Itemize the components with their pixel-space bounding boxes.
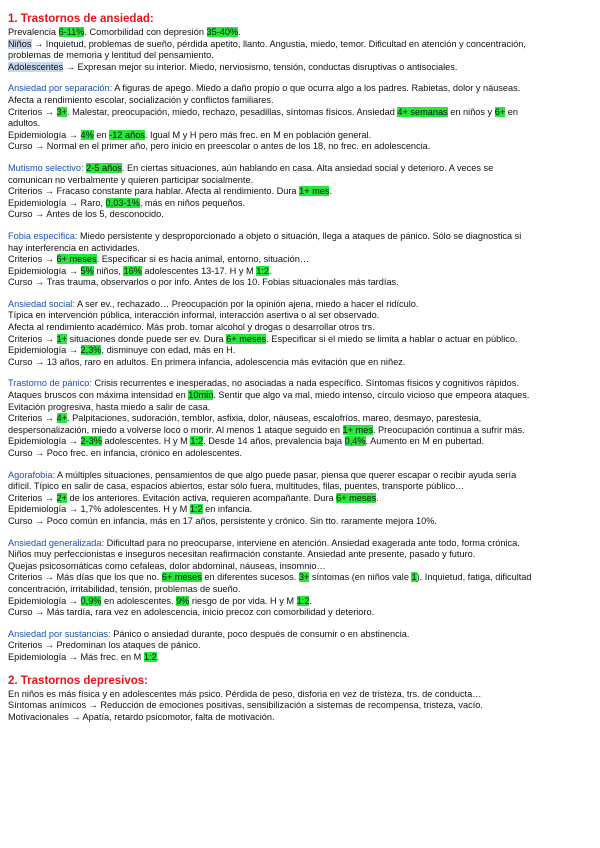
highlighted-value: 0,9% <box>80 595 102 606</box>
text-line <box>8 357 592 369</box>
text-line <box>8 334 592 346</box>
highlighted-value: 6+ meses <box>336 492 377 503</box>
disorder-heading: Ansiedad por sustancias: <box>8 628 111 639</box>
text-run: Epidemiología → <box>8 265 81 276</box>
text-line <box>8 584 592 596</box>
text-line <box>8 448 592 460</box>
highlighted-value: 2,3% <box>80 345 102 356</box>
highlighted-value: 2+ <box>56 492 67 503</box>
text-line <box>8 39 592 51</box>
highlighted-value: 1:2 <box>296 595 310 606</box>
text-line <box>8 700 592 712</box>
highlighted-value: 1:2 <box>190 436 204 447</box>
highlighted-value: 2-5 años <box>86 162 122 173</box>
text-run: Curso → 13 años, raro en adultos. En primera infancia, adolescencia más evitación que en niñez. <box>8 356 406 367</box>
highlighted-value: 1+ mes <box>299 186 330 197</box>
highlighted-term: Adolescentes <box>8 61 64 72</box>
text-run: ). Inquietud, fatiga, dificultad <box>416 572 532 583</box>
text-line <box>8 118 592 130</box>
text-line <box>8 186 592 198</box>
text-run: Pánico o ansiedad durante, poco después de consumir o en abstinencia. <box>110 628 410 639</box>
text-run: situaciones donde puede ser ev. Dura <box>66 333 227 344</box>
text-line <box>8 689 592 701</box>
text-run: comunican no verbalmente y quieren participar socialmente. <box>8 174 254 185</box>
text-run: Criterios → Predominan los ataques de pánico. <box>8 640 201 651</box>
text-line <box>8 629 592 641</box>
text-run: . Sentir que algo va mal, miedo intenso, círculo vicioso que empeora ataques. <box>213 390 530 401</box>
text-run: . <box>156 651 160 662</box>
text-run: Síntomas anímicos → Reducción de emociones positivas, sensibilización a sistemas de recompensa, tristeza, vacío. <box>8 700 483 711</box>
text-line <box>8 561 592 573</box>
highlighted-value: 1 <box>411 572 417 583</box>
text-run: Criterios → <box>8 413 57 424</box>
text-line <box>8 549 592 561</box>
text-run: . <box>309 595 312 606</box>
text-run: niños, <box>93 265 124 276</box>
text-run: en <box>505 106 518 117</box>
text-line <box>8 299 592 311</box>
highlighted-value: 5% <box>80 265 94 276</box>
text-run: Curso → Poco común en infancia, más en 17 años, persistente y crónico. Sin tto. raramente mejora 10%. <box>8 515 437 526</box>
text-run: síntomas (en niños vale <box>309 572 412 583</box>
text-run: . Malestar, preocupación, miedo, rechazo, pesadillas, síntomas físicos. Ansiedad <box>66 106 398 117</box>
section-title: 2. Trastornos depresivos: <box>8 674 148 687</box>
highlighted-value: 6+ meses <box>226 333 267 344</box>
highlighted-term: Niños <box>8 38 32 49</box>
text-line <box>8 345 592 357</box>
text-run: riesgo de por vida. H y M <box>189 595 297 606</box>
text-line <box>8 652 592 664</box>
text-run: Epidemiología → <box>8 129 81 140</box>
paragraph-block <box>8 470 592 528</box>
highlighted-value: 16% <box>123 265 142 276</box>
highlighted-value: 3+ <box>298 572 310 583</box>
text-run: . Palpitaciones, sudoración, temblor, asfixia, dolor, náuseas, escalofríos, mareo, desmayo, parestesia, <box>66 413 482 424</box>
text-line <box>8 27 592 39</box>
text-line <box>8 50 592 62</box>
text-run: A figuras de apego. Miedo a daño propio o que ocurra algo a los padres. Rabietas, dolor y náuseas. <box>112 83 521 94</box>
text-run: Criterios → <box>8 254 57 265</box>
text-line <box>8 175 592 187</box>
text-line <box>8 413 592 425</box>
text-run: → Inquietud, problemas de sueño, pérdida apetito, llanto. Angustia, miedo, temor. Dificultad en atención y concentración, <box>31 38 526 49</box>
text-line <box>8 243 592 255</box>
text-run: Curso → Poco frec. en infancia, crónico en adolescentes. <box>8 448 242 458</box>
highlighted-value: 1:2 <box>189 504 203 515</box>
text-line <box>8 640 592 652</box>
text-run: en <box>93 129 110 140</box>
text-run: Epidemiología → 1,7% adolescentes. H y M <box>8 504 190 515</box>
section <box>8 674 592 724</box>
text-line <box>8 572 592 584</box>
text-line <box>8 712 592 724</box>
text-line <box>8 254 592 266</box>
text-run: Quejas psicosomáticas como cefaleas, dolor abdominal, náuseas, insomnio… <box>8 560 326 571</box>
highlighted-value: 6+ meses <box>56 254 97 265</box>
text-run: Curso → Normal en el primer año, pero inicio en preescolar o antes de los 18, no frec. en adolescencia. <box>8 141 431 152</box>
highlighted-value: 10min <box>188 390 214 401</box>
text-line <box>8 596 592 608</box>
section-title: 1. Trastornos de ansiedad: <box>8 13 154 25</box>
paragraph-block <box>8 378 592 459</box>
text-line <box>8 141 592 153</box>
text-run: Epidemiología → <box>8 436 81 447</box>
text-run: Curso → Antes de los 5, desconocido. <box>8 209 164 220</box>
paragraph-block <box>8 538 592 619</box>
highlighted-value: 1:2 <box>256 265 270 276</box>
text-run: Criterios → Fracaso constante para hablar. Afecta al rendimiento. Dura <box>8 186 300 197</box>
disorder-heading: Agorafobia: <box>8 469 55 480</box>
text-run: . Preocupación continua a sufrir más. <box>372 424 525 435</box>
text-run: Niños muy perfeccionistas e inseguros necesitan reafirmación constante. Ansiedad ante presente, pasado y futuro. <box>8 549 476 560</box>
paragraph-block <box>8 231 592 289</box>
text-line <box>8 277 592 289</box>
text-run: Criterios → <box>8 106 57 117</box>
text-run: En niños es más física y en adolescentes más psico. Pérdida de peso, disforia en vez de tristeza, trs. de conducta… <box>8 688 482 699</box>
text-run: Criterios → Más días que los que no. <box>8 572 162 583</box>
highlighted-value: 3+ <box>56 106 67 117</box>
text-line <box>8 378 592 390</box>
text-run: . Especificar si es hacia animal, entorno, situación… <box>96 254 310 265</box>
text-run: . <box>376 492 379 503</box>
text-line <box>8 62 592 74</box>
disorder-heading: Fobia específica: <box>8 230 78 241</box>
highlighted-value: 1:2 <box>143 651 157 662</box>
text-line <box>8 209 592 221</box>
text-run: Prevalencia <box>8 27 59 37</box>
text-run: problemas de memoria y lentitud del pensamiento. <box>8 50 214 61</box>
text-line <box>8 493 592 505</box>
text-line <box>8 402 592 414</box>
text-run: Evitación progresiva, hasta miedo a salir de casa. <box>8 401 211 412</box>
text-run: Curso → Tras trauma, observarlos o por info. Antes de los 10. Fobias situacionales más tardías. <box>8 277 399 288</box>
text-run: adolescentes. H y M <box>101 436 191 447</box>
text-line <box>8 107 592 119</box>
text-run: . <box>238 27 241 37</box>
text-run: Afecta a rendimiento escolar, socialización y conflictos familiares. <box>8 94 274 105</box>
text-run: Motivacionales → Apatía, retardo psicomotor, falta de motivación. <box>8 711 275 722</box>
text-line <box>8 310 592 322</box>
text-run: . Especificar si el miedo se limita a hablar o actuar en público. <box>266 333 518 344</box>
text-run: en adolescentes. <box>101 595 177 606</box>
text-run: Epidemiología → <box>8 345 81 356</box>
text-run: A ser ev., rechazado… Preocupación por la opinión ajena, miedo a hacer el ridículo. <box>74 298 419 309</box>
disorder-heading: Ansiedad social: <box>8 298 75 309</box>
text-line <box>8 470 592 482</box>
text-line <box>8 425 592 437</box>
text-line <box>8 322 592 334</box>
text-run: en niños y <box>447 106 495 117</box>
paragraph-block <box>8 689 592 724</box>
disorder-heading: Mutismo selectivo: <box>8 162 84 173</box>
text-line <box>8 390 592 402</box>
text-run: → Expresan mejor su interior. Miedo, nerviosismo, tensión, conductas disruptivas o antisociales. <box>63 61 458 72</box>
text-run: Epidemiología → <box>8 595 81 606</box>
highlighted-value: 0,4% <box>344 436 366 447</box>
text-run: difícil. Típico en salir de casa, espacios abiertos, estar sólo fuera, multitudes, filas, puentes, transporte público… <box>8 481 465 492</box>
text-line <box>8 607 592 619</box>
paragraph-block <box>8 163 592 221</box>
highlighted-value: 4+ semanas <box>397 106 448 117</box>
text-line <box>8 163 592 175</box>
text-run: . Desde 14 años, prevalencia baja <box>203 436 345 447</box>
text-line <box>8 198 592 210</box>
text-run: Epidemiología → Raro, <box>8 197 106 208</box>
text-run: adultos. <box>8 118 41 129</box>
disorder-heading: Ansiedad por separación: <box>8 83 113 94</box>
text-run: Típica en intervención pública, interacción informal, interacción asertiva o al ser observado. <box>8 310 380 321</box>
text-line <box>8 130 592 142</box>
text-run: . Aumento en M en pubertad. <box>365 436 485 447</box>
text-run: Epidemiología → Más frec. en M <box>8 651 144 662</box>
text-run: Miedo persistente y desproporcionado a objeto o situación, llega a ataques de pánico. Sólo se diagnostica si <box>77 230 522 241</box>
text-run: en infancia. <box>202 504 253 515</box>
paragraph-block <box>8 83 592 153</box>
highlighted-value: 9% <box>176 595 190 606</box>
text-run: en diferentes sucesos. <box>201 572 299 583</box>
text-run: hay interferencia en actividades. <box>8 242 140 253</box>
text-line <box>8 266 592 278</box>
text-run: Afecta al rendimiento académico. Más prob. tomar alcohol y drogas o desarrollar otros trs. <box>8 322 375 333</box>
highlighted-value: 0,03-1% <box>105 197 140 208</box>
text-line <box>8 516 592 528</box>
text-run: Dificultad para no preocuparse, interviene en atención. Ansiedad exagerada ante todo, forma crónica. <box>104 537 520 548</box>
text-line <box>8 231 592 243</box>
paragraph-block <box>8 299 592 369</box>
text-run: adolescentes 13-17. H y M <box>141 265 257 276</box>
text-run: Ataques bruscos con máxima intensidad en <box>8 390 189 401</box>
highlighted-value: 6-11% <box>58 27 85 37</box>
paragraph-block <box>8 629 592 664</box>
text-run: . En ciertas situaciones, aún hablando en casa. Alta ansiedad social y deterioro. A veces se <box>121 162 494 173</box>
text-line <box>8 436 592 448</box>
text-line <box>8 481 592 493</box>
text-run: Curso → Más tardía, rara vez en adolescencia, inicio precoz con comorbilidad y deterioro. <box>8 607 375 618</box>
text-run: , más en niños pequeños. <box>139 197 245 208</box>
highlighted-value: 6+ <box>494 106 506 117</box>
highlighted-value: 35-40% <box>206 27 239 37</box>
text-run: despersonalización, miedo a volverse loco o morir. Al menos 1 ataque seguido en <box>8 424 343 435</box>
text-run: . <box>269 265 272 276</box>
highlighted-value: 1+ <box>56 333 67 344</box>
text-run: , disminuye con edad, más en H. <box>101 345 236 356</box>
highlighted-value: 1+ mes <box>342 424 373 435</box>
text-run: A múltiples situaciones, pensamientos de que algo puede pasar, piensa que querer escapar o recibir ayuda sería <box>55 469 517 480</box>
highlighted-value: 2-3% <box>80 436 102 447</box>
text-line <box>8 504 592 516</box>
text-line <box>8 95 592 107</box>
highlighted-value: -12 años <box>109 129 145 140</box>
text-run: de los anteriores. Evitación activa, requieren acompañante. Dura <box>66 492 337 503</box>
highlighted-value: 4+ <box>56 413 67 424</box>
text-line <box>8 83 592 95</box>
paragraph-block <box>8 27 592 73</box>
section <box>8 12 592 664</box>
text-run: Criterios → <box>8 333 57 344</box>
text-run: . <box>329 186 333 197</box>
text-run: concentración, irritabilidad, tensión, problemas de sueño. <box>8 583 241 594</box>
text-run: . Igual M y H pero más frec. en M en población general. <box>144 129 372 140</box>
disorder-heading: Ansiedad generalizada: <box>8 537 105 548</box>
highlighted-value: 4% <box>80 129 94 140</box>
text-run: . Comorbilidad con depresión <box>84 27 207 37</box>
text-run: Criterios → <box>8 492 57 503</box>
text-line <box>8 538 592 550</box>
text-run: Crisis recurrentes e inesperadas, no asociadas a nada específico. Síntomas físicos y cognitivos rápidos. <box>91 378 519 389</box>
disorder-heading: Trastorno de pánico: <box>8 378 92 389</box>
highlighted-value: 6+ meses <box>161 572 202 583</box>
